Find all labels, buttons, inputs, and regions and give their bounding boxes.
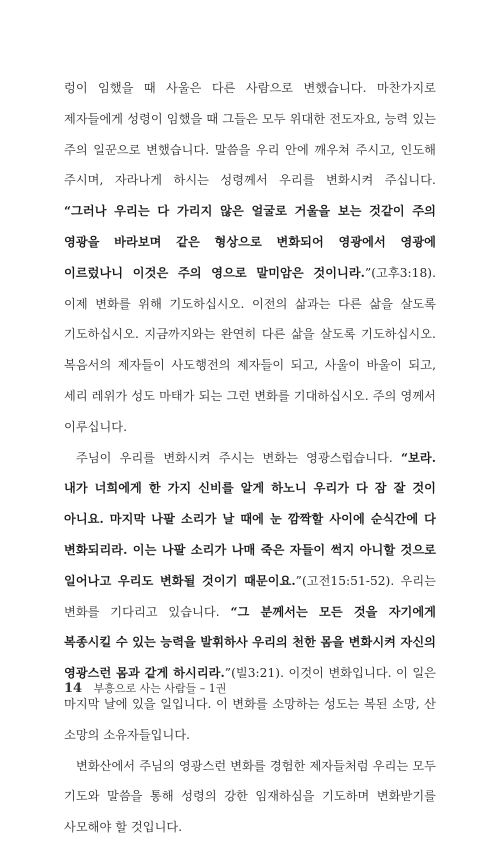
scripture-quote: “보라. 내가 너희에게 한 가지 신비를 알게 하노니 우리가 다 잠 잘 것이 아니요. 마지막 나팔 소리가 날 때에 눈 깜짝할 사이에 순식간에 다 변화되리라. 이는 나팔 소리가 나매 죽은 자들이 썩지 아니할 것으로 일어나고 우리도 변화될 것이기 때문이요. <box>64 450 436 588</box>
paragraph <box>64 73 436 443</box>
scripture-quote: “그러나 우리는 다 가리지 않은 얼굴로 거울을 보는 것같이 주의 영광을 바라보며 같은 형상으로 변화되어 영광에서 영광에 이르렀나니 이것은 주의 영으로 말미암은 것이니라. <box>64 204 436 280</box>
text-run: 렁이 임했을 때 사울은 다른 사람으로 변했습니다. 마찬가지로 제자들에게 성령이 임했을 때 그들은 모두 위대한 전도자요, 능력 있는 주의 일꾼으로 변했습니다. 말씀을 우리 안에 깨우쳐 주시고, 인도해 주시며, 자라나게 하시는 성령께서 우리를 변화시켜 주십니다. <box>64 81 436 188</box>
paragraph <box>64 751 436 843</box>
body-text <box>64 73 436 843</box>
page-footer <box>64 680 226 696</box>
paragraph <box>64 443 436 751</box>
text-run: ”(고후3:18). 이제 변화를 위해 기도하십시오. 이전의 삶과는 다른 삶을 살도록 기도하십시오. 지금까지와는 완연히 다른 삶을 살도록 기도하십시오. 복음서의 제자들이 사도행전의 제자들이 되고, 사울이 바울이 되고, 세리 레위가 성도 마태가 되는 그런 변화를 기대하십시오. 주의 영께서 이루십니다. <box>64 265 436 434</box>
text-run: ”(고전15:51-52). 우리는 변화를 기다리고 있습니다. <box>64 573 436 619</box>
text-run: 변화산에서 주님의 영광스런 변화를 경험한 제자들처럼 우리는 모두 기도와 말씀을 통해 성령의 강한 임재하심을 기도하며 변화받기를 사모해야 할 것입니다. <box>64 758 436 835</box>
text-run: 주님이 우리를 변화시켜 주시는 변화는 영광스럽습니다. <box>76 450 401 465</box>
running-title: 부흥으로 사는 사람들 – 1권 <box>93 682 227 695</box>
scripture-quote: “그 분께서는 모든 것을 자기에게 복종시킬 수 있는 능력을 발휘하사 우리의 천한 몸을 변화시켜 자신의 영광스런 몸과 같게 하시리라. <box>64 604 436 681</box>
text-run: ”(빌3:21). 이것이 변화입니다. 이 일은 마지막 날에 있을 일입니다. 이 변화를 소망하는 성도는 복된 소망, 산 소망의 소유자들입니다. <box>64 666 436 742</box>
page-number: 14 <box>64 681 83 696</box>
